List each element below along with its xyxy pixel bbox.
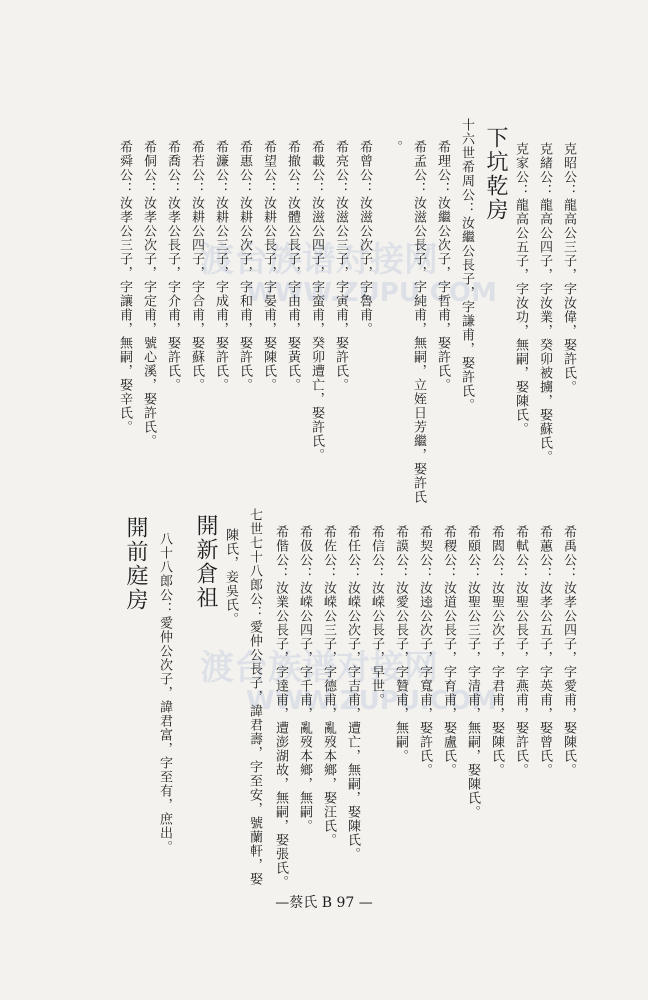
genealogy-entry: 希亮公：汝滋公三子，字寅甫，娶許氏。: [333, 140, 348, 392]
genealogy-entry: 希濂公：汝耕公三子，字成甫，娶許氏。: [213, 140, 228, 392]
genealogy-entry: 希契公：汝逵公次子，字寬甫，娶許氏。: [417, 525, 432, 777]
genealogy-entry: 希惠公：汝耕公次子，字和甫，娶許氏。: [237, 140, 252, 392]
generation-line: 十六世希周公：汝繼公長子，字謙甫，娶許氏。: [459, 118, 474, 412]
genealogy-entry: 希伋公：汝嵘公四子，字千甫，亂歿本鄉，無嗣。: [297, 525, 312, 833]
genealogy-entry: 希曾公：汝滋公次子，字魯甫。: [357, 140, 372, 336]
genealogy-entry: 希舜公：汝孝公三子，字讓甫，無嗣，娶辛氏。: [117, 140, 132, 434]
genealogy-entry: 克緒公：龍高公四子，字汝業，癸卯被擄，娶蘇氏。: [537, 142, 552, 464]
genealogy-entry: 。: [387, 140, 402, 154]
watermark-text: 渡台族谱对接网: [200, 648, 438, 688]
genealogy-entry: 希信公：汝嵘公長子，早世。: [369, 525, 384, 707]
genealogy-entry: 希侗公：汝孝公次子，字定甫，號心溪，娶許氏。: [141, 140, 156, 448]
genealogy-entry: 希若公：汝耕公四子，字合甫，娶蘇氏。: [189, 140, 204, 392]
watermark-text: 渡台族谱对接网: [200, 240, 438, 280]
genealogy-entry: 希稷公：汝道公長子，字育甫，娶盧氏。: [441, 525, 456, 777]
genealogy-entry: 希任公：汝嵘公次子，字吉甫，遭亡，無嗣，娶陳氏。: [345, 525, 360, 861]
section-heading: 開新倉祖: [193, 514, 218, 610]
genealogy-entry: 希望公：汝耕公長子，字晏甫，娶陳氏。: [261, 140, 276, 392]
watermark-url: WWW.ZUPU.COM: [246, 686, 497, 716]
genealogy-entry: 希軾公：汝聖公長子，字燕甫，娶許氏。: [513, 525, 528, 777]
genealogy-entry: 希理公：汝繼公次子，字哲甫，娶許氏。: [435, 140, 450, 392]
generation-line: 七世七十八郎公：愛仲公長子，諱君壽，字至安，號蘭軒，娶: [247, 508, 262, 886]
page-number: —蔡氏 B 97 —: [275, 895, 373, 911]
genealogy-entry: 希偕公：汝業公長子，字達甫，遭澎湖故，無嗣，娶張氏。: [273, 525, 288, 889]
genealogy-entry: 希謨公：汝愛公長子，字贊甫，無嗣。: [393, 525, 408, 763]
genealogy-entry: 希頤公：汝聖公三子，字清甫，無嗣，娶陳氏。: [465, 525, 480, 819]
genealogy-entry: 希蕙公：汝孝公五子，字英甫，娶曾氏。: [537, 525, 552, 777]
genealogy-entry: 希孟公：汝滋公長子，字純甫，無嗣，立姪日芳繼，娶許氏: [411, 140, 426, 504]
genealogy-entry: 克家公：龍高公五子，字汝功，無嗣，娶陳氏。: [513, 142, 528, 436]
generation-line: 陳氏，妾吳氏。: [223, 528, 238, 626]
genealogy-entry: 克昭公：龍高公三子，字汝偉，娶許氏。: [561, 142, 576, 394]
section-heading: 下坑乾房: [483, 126, 508, 222]
watermark-url: WWW.ZUPU.COM: [246, 278, 497, 308]
genealogy-entry: 希喬公：汝孝公長子，字介甫，娶許氏。: [165, 140, 180, 392]
genealogy-entry: 希禹公：汝孝公四子，字愛甫，娶陳氏。: [561, 525, 576, 777]
genealogy-entry: 希載公：汝滋公四子，字蛮甫，癸卯遭亡，娶許氏。: [309, 140, 324, 462]
genealogy-entry: 八十八郎公：愛仲公次子，諱君富，字至有，庶出。: [157, 532, 172, 854]
section-heading: 開前庭房: [123, 516, 148, 612]
genealogy-entry: 希閻公：汝聖公次子，字君甫，娶陳氏。: [489, 525, 504, 777]
genealogy-entry: 希撤公：汝體公長子，字由甫，娶黃氏。: [285, 140, 300, 392]
genealogy-entry: 希佐公：汝嵘公三子，字德甫，亂歿本鄉，娶汪氏。: [321, 525, 336, 847]
